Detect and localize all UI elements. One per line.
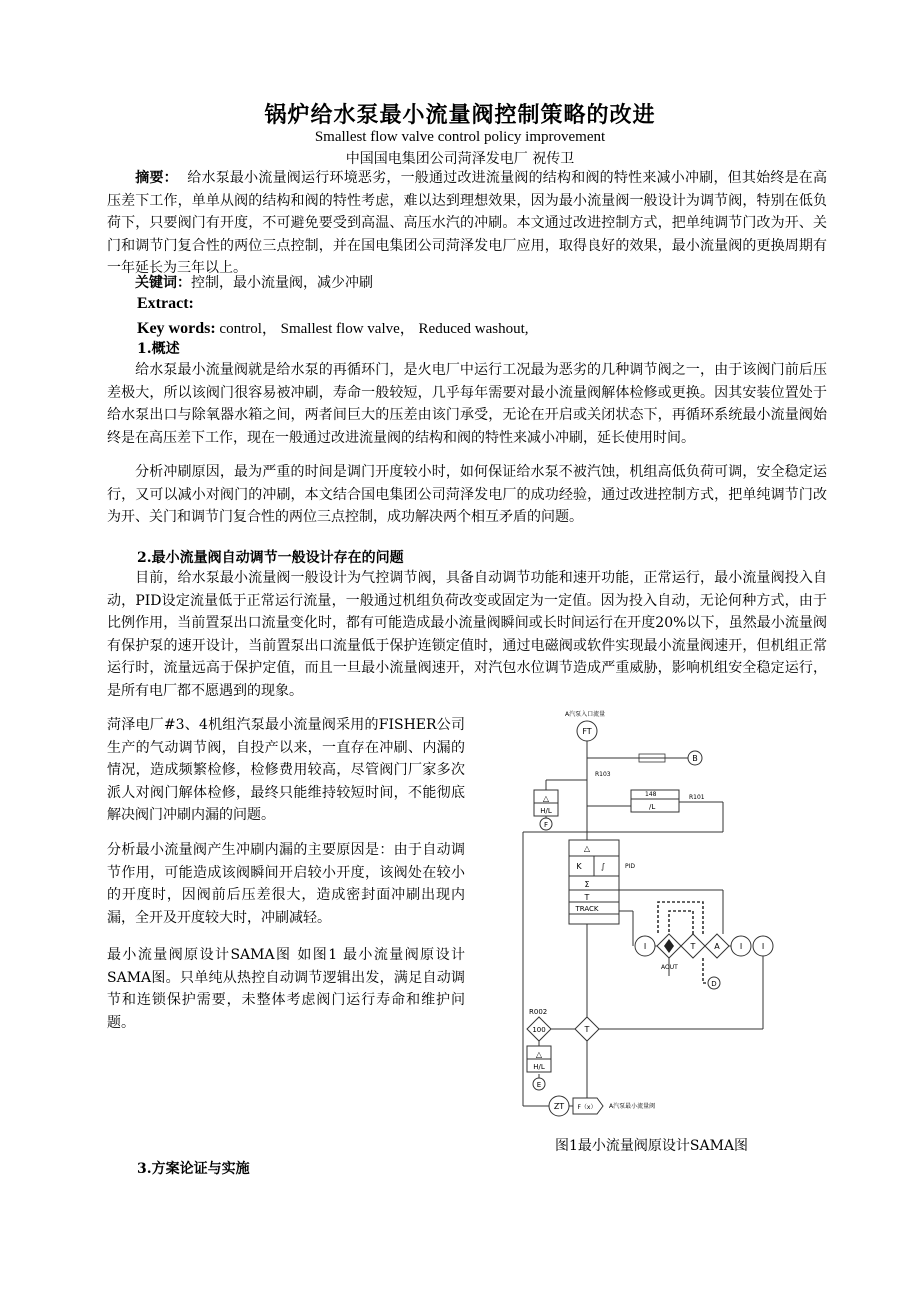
pid-label: PID xyxy=(625,863,636,870)
hl-label-1: H/L xyxy=(540,807,552,815)
function-fx-label: F（x） xyxy=(577,1104,597,1111)
paper-title: 锅炉给水泵最小流量阀控制策略的改进 xyxy=(264,103,656,128)
keywords-label: 关键词： xyxy=(135,275,191,291)
output-i-label-2: I xyxy=(761,942,765,951)
connector-d-label: D xyxy=(711,980,717,988)
transfer-t-label: T xyxy=(690,942,696,951)
section-2-paragraph-1: 目前，给水泵最小流量阀一般设计为气控调节阀，具备自动调节功能和速开功能，正常运行，最小流量阀投入自动，PID设定流量低于正常运行流量，一般通过机组负荷改变或固定为一定值。因为投入自动，无论何种方式，由于比例作用，当前置泵出口流量变化时，都有可能造成最小流量阀瞬间或长时间运行在开度20%以下，虽然最小流量阀有保护泵的速开设计，当前置泵出口流量低于保护连锁定值时，通过电磁阀或软件实现最小流量阀速开，但机组正常运行时，流量远高于保护定值，而且一旦最小流量阀速开，对汽包水位调节造成严重威胁，影响机组安全稳定运行，是所有电厂都不愿遇到的现象。 xyxy=(107,570,827,699)
controller-track: TRACK xyxy=(575,905,599,913)
r101-label: R101 xyxy=(689,794,705,801)
abstract-label: 摘要： xyxy=(135,170,178,186)
english-keywords-label: Key words: xyxy=(137,320,216,337)
keywords-text: 控制，最小流量阀，减少冲刷 xyxy=(191,275,373,291)
english-keywords xyxy=(137,317,529,338)
hl-label-2: H/L xyxy=(533,1063,545,1071)
english-keywords-text: control， Smallest flow valve， Reduced washout, xyxy=(219,321,529,337)
delta-label-2: △ xyxy=(535,1050,543,1059)
paper-author: 中国国电集团公司菏泽发电厂 祝传卫 xyxy=(345,151,575,167)
controller-sigma: Σ xyxy=(584,880,590,889)
transfer-t2-label: T xyxy=(584,1025,590,1034)
controller-t: T xyxy=(584,893,590,902)
section-1-paragraph-1: 给水泵最小流量阀就是给水泵的再循环门，是火电厂中运行工况最为恶劣的几种调节阀之一，由于该阀门前后压差极大，所以该阀门很容易被冲刷，寿命一般较短，几乎每年需要对最小流量阀解体检修或更换。因其安装位置处于给水泵出口与除氧器水箱之间，两者间巨大的压差由该门承受，无论在开启或关闭状态下，再循环系统最小流量阀始终是在高压差下工作，现在一般通过改进流量阀的结构和阀的特性来减小冲刷，延长使用时间。 xyxy=(107,362,827,446)
connector-f-label: F xyxy=(543,821,549,829)
abstract-text: 给水泵最小流量阀运行环境恶劣，一般通过改进流量阀的结构和阀的特性来减小冲刷，但其始终是在高压差下工作，单单从阀的结构和阀的特性考虑，难以达到理想效果，因为最小流量阀一般设计为调节阀，特别在低负荷下，只要阀门有开度，不可避免要受到高温、高压水汽的冲刷。本文通过改进控制方式，把单纯调节门改为开、关门和调节门复合性的两位三点控制，并在国电集团公司菏泽发电厂应用，取得良好的效果，最小流量阀的更换周期有一年延长为三年以上。 xyxy=(107,170,828,277)
aout-label: AOUT xyxy=(661,964,678,971)
output-i-label-1: I xyxy=(739,942,743,951)
extract-label: Extract: xyxy=(137,295,194,312)
sama-diagram-svg xyxy=(503,706,803,1126)
input-i-label: I xyxy=(643,942,647,951)
auto-a-label: A xyxy=(714,942,720,951)
limit-label: /L xyxy=(649,803,656,811)
bottom-note: A汽泵最小流量阀 xyxy=(609,1103,656,1110)
section-2-heading: 2.最小流量阀自动调节一般设计存在的问题 xyxy=(137,550,404,566)
section-1-paragraph-2: 分析冲刷原因，最为严重的时间是调门开度较小时，如何保证给水泵不被汽蚀，机组高低负荷可调，安全稳定运行，又可以减小对阀门的冲刷，本文结合国电集团公司菏泽发电厂的成功经验，通过改进控制方式，把单纯调节门改为开、关门和调节门复合性的两位三点控制，成功解决两个相互矛盾的问题。 xyxy=(107,464,827,526)
r103-label: R103 xyxy=(595,771,611,778)
delta-label-1: △ xyxy=(542,794,550,803)
controller-k: K xyxy=(576,862,582,871)
connector-b-label: B xyxy=(692,754,698,763)
section-3-heading: 3.方案论证与实施 xyxy=(137,1161,250,1177)
section-2-paragraph-4: 最小流量阀原设计SAMA图 如图1 最小流量阀原设计SAMA图。只单纯从热控自动调节逻辑出发，满足自动调节和连锁保护需要，未整体考虑阀门运行寿命和维护问题。 xyxy=(107,947,465,1031)
top-note: A汽泵入口流量 xyxy=(565,711,606,718)
section-1-heading: 1.概述 xyxy=(137,341,180,357)
section-2-paragraph-3: 分析最小流量阀产生冲刷内漏的主要原因是：由于自动调节作用，可能造成该阀瞬间开启较小开度，该阀处在较小的开度时，因阀前后压差很大，造成密封面冲刷出现内漏，全开及开度较大时，冲刷减轻。 xyxy=(107,842,465,926)
abstract xyxy=(107,167,827,280)
connector-e-label: E xyxy=(536,1081,542,1089)
sama-diagram xyxy=(503,706,803,1126)
section-2-paragraph-2: 菏泽电厂#3、4机组汽泵最小流量阀采用的FISHER公司生产的气动调节阀，自投产以来，一直存在冲刷、内漏的情况，造成频繁检修，检修费用较高，尽管阀门厂家多次派人对阀门解体检修，最终只能维持较短时间，不能彻底解决阀门冲刷内漏的问题。 xyxy=(107,717,465,824)
keywords xyxy=(107,272,827,295)
r002-label: R002 xyxy=(529,1008,548,1016)
value-148: 148 xyxy=(645,791,657,798)
controller-integral: ∫ xyxy=(600,862,606,871)
ft-label: FT xyxy=(582,727,592,736)
value-100-label: 100 xyxy=(532,1026,546,1034)
controller-delta: △ xyxy=(583,844,591,853)
paper-subtitle: Smallest flow valve control policy improvement xyxy=(314,129,606,145)
figure-caption: 图1最小流量阀原设计SAMA图 xyxy=(555,1138,749,1154)
zt-label: ZT xyxy=(553,1102,565,1111)
